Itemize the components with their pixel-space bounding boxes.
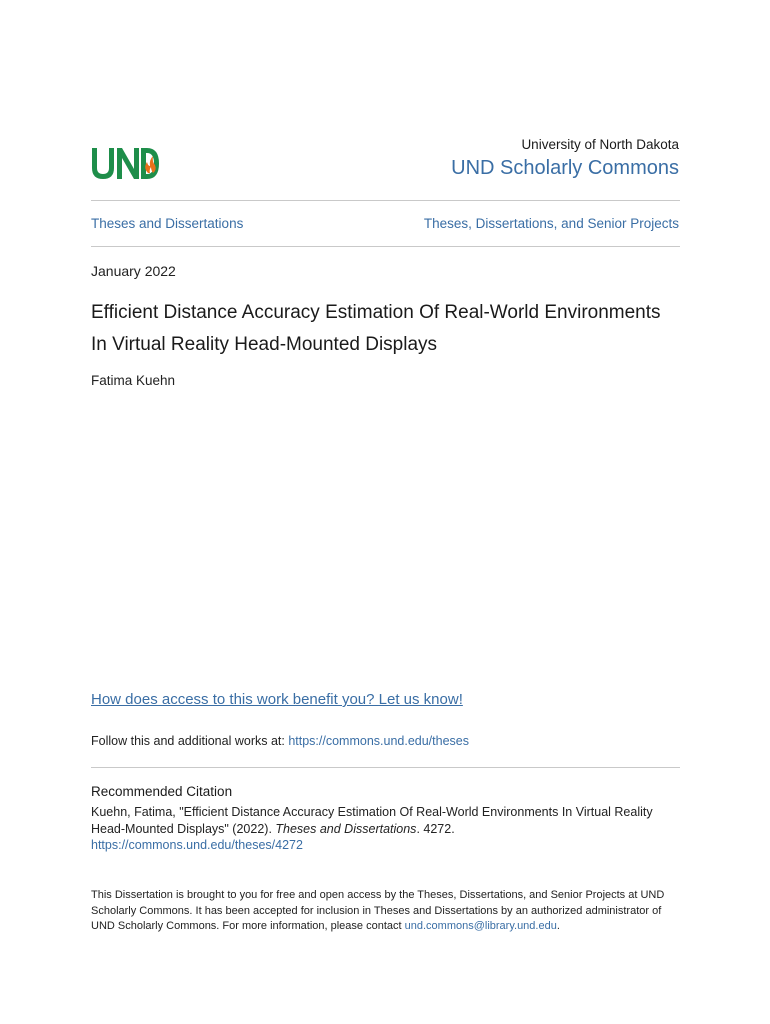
follow-text: Follow this and additional works at: [91, 734, 289, 748]
document-title: Efficient Distance Accuracy Estimation Of Real-World Environments In Virtual Reality Head-Mounted Displays [91, 302, 661, 355]
citation-series: Theses and Dissertations [275, 821, 417, 836]
divider-top [91, 200, 680, 201]
publication-date: January 2022 [91, 263, 176, 279]
citation-url-link[interactable]: https://commons.und.edu/theses/4272 [91, 838, 303, 852]
und-logo-icon [90, 146, 160, 182]
feedback-link[interactable]: How does access to this work benefit you? Let us know! [91, 691, 463, 708]
citation-number: . 4272. [416, 821, 455, 836]
citation-text: Kuehn, Fatima, "Efficient Distance Accuracy Estimation Of Real-World Environments In Virtual Reality Head-Mounted Displays" (2022). [91, 805, 653, 836]
follow-line [91, 734, 469, 748]
divider-bottom [91, 767, 680, 768]
citation-heading: Recommended Citation [91, 784, 233, 799]
notice-text: This Dissertation is brought to you for free and open access by the Theses, Dissertations, and Senior Projects at UND Scholarly Commons. It has been accepted for inclusion in Theses and Dissertations by an authorized administrator of UND Scholarly Commons. For more information, please contact [91, 889, 665, 932]
breadcrumb-theses-senior-projects[interactable]: Theses, Dissertations, and Senior Projects [423, 216, 679, 231]
university-name: University of North Dakota [521, 137, 679, 152]
contact-email-link[interactable]: und.commons@library.und.edu [404, 920, 557, 932]
breadcrumb-theses-dissertations[interactable]: Theses and Dissertations [91, 216, 244, 231]
access-notice [91, 888, 680, 935]
follow-url-link[interactable]: https://commons.und.edu/theses [288, 734, 469, 748]
notice-end: . [556, 920, 560, 932]
divider-middle [91, 246, 680, 247]
citation-block [91, 804, 680, 854]
repository-name-link[interactable]: UND Scholarly Commons [451, 157, 679, 179]
author-name: Fatima Kuehn [91, 373, 176, 388]
